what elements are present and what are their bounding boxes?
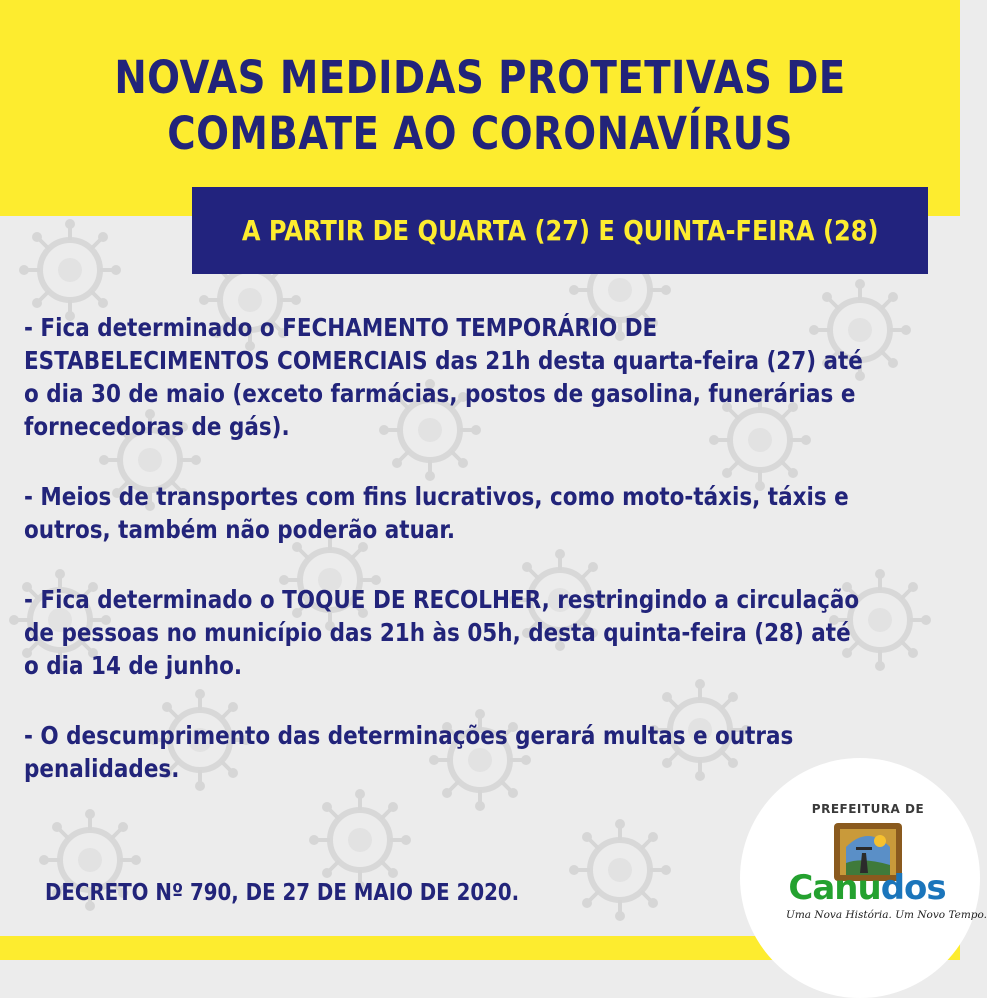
title-line-1: NOVAS MEDIDAS PROTETIVAS DE bbox=[114, 51, 846, 104]
measure-line: fornecedoras de gás). bbox=[24, 412, 290, 441]
logo-name-part2: dos bbox=[880, 868, 946, 908]
page-title bbox=[102, 50, 859, 162]
measure-line: o dia 30 de maio (exceto farmácias, postos de gasolina, funerárias e bbox=[24, 379, 856, 408]
subtitle-text: A PARTIR DE QUARTA (27) E QUINTA-FEIRA (28) bbox=[241, 214, 879, 247]
measure-line: de pessoas no município das 21h às 05h, desta quinta-feira (28) até bbox=[24, 618, 851, 647]
measure-line: - O descumprimento das determinações gerará multas e outras bbox=[24, 721, 794, 750]
measures-list bbox=[24, 311, 944, 822]
decree-reference: DECRETO Nº 790, DE 27 DE MAIO DE 2020. bbox=[45, 880, 520, 906]
measure-line: o dia 14 de junho. bbox=[24, 651, 243, 680]
logo-label: PREFEITURA DE bbox=[811, 802, 925, 816]
title-line-2: COMBATE AO CORONAVÍRUS bbox=[167, 107, 793, 160]
measure-line: ESTABELECIMENTOS COMERCIAIS das 21h desta quarta-feira (27) até bbox=[24, 346, 863, 375]
subtitle-banner bbox=[192, 187, 928, 274]
measure-item bbox=[24, 480, 936, 546]
measure-line: outros, também não poderão atuar. bbox=[24, 515, 456, 544]
measure-line: - Fica determinado o TOQUE DE RECOLHER, restringindo a circulação bbox=[24, 585, 860, 614]
measure-item bbox=[24, 311, 936, 443]
measure-line: penalidades. bbox=[24, 754, 180, 783]
logo-slogan: Uma Nova História. Um Novo Tempo. bbox=[786, 909, 987, 921]
measure-line: - Fica determinado o FECHAMENTO TEMPORÁRIO DE bbox=[24, 313, 658, 342]
measure-item bbox=[24, 583, 936, 682]
logo-name bbox=[788, 868, 946, 908]
logo-name-part1: Canu bbox=[788, 868, 881, 908]
measure-line: - Meios de transportes com fins lucrativos, como moto-táxis, táxis e bbox=[24, 482, 849, 511]
